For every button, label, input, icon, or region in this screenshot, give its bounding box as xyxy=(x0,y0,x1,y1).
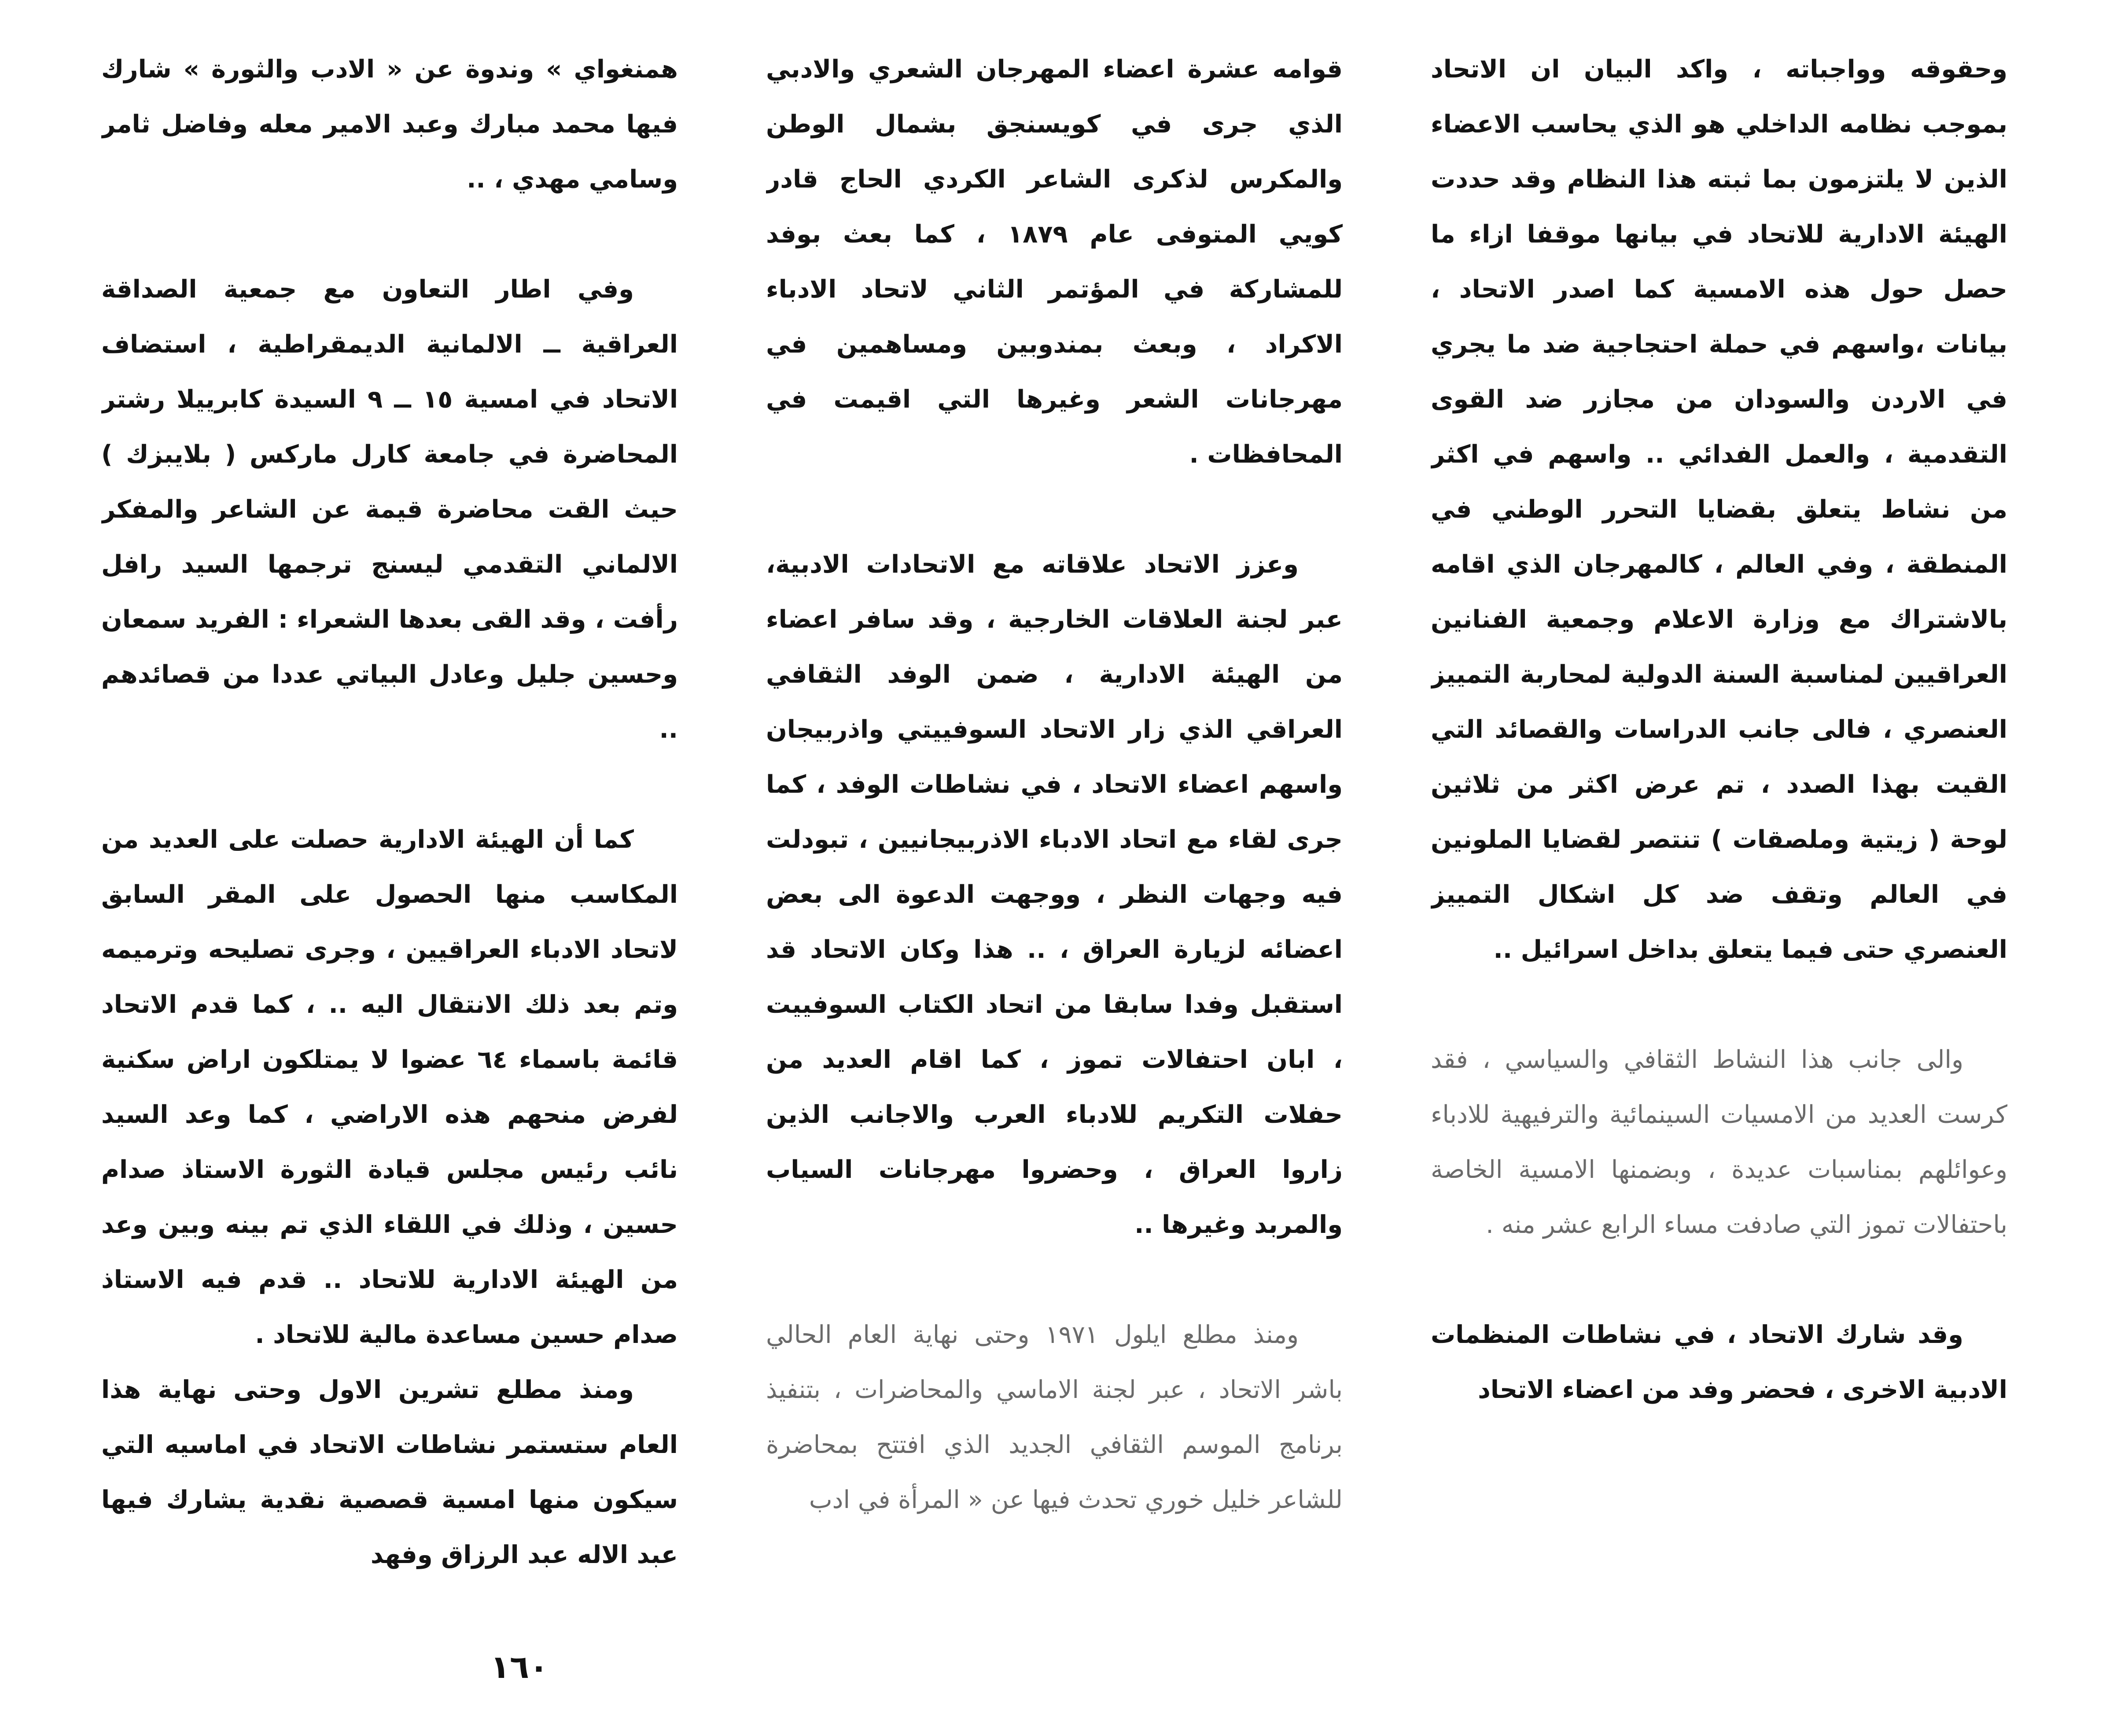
paragraph: همنغواي » وندوة عن « الادب والثورة » شارك فيها محمد مبارك وعبد الامير معله وفاضل ثامر وسامي مهدي ، .. xyxy=(101,55,678,194)
paragraph: ومنذ مطلع ايلول ١٩٧١ وحتى نهاية العام الحالي باشر الاتحاد ، عبر لجنة الاماسي والمحاضرات ، بتنفيذ برنامج الموسم الثقافي الجديد الذي افتتح بمحاضرة للشاعر خليل خوري تحدث فيها عن « المرأة في ادب xyxy=(766,1320,1343,1514)
paragraph: كما أن الهيئة الادارية حصلت على العديد من المكاسب منها الحصول على المقر السابق لاتحاد الادباء العراقيين ، وجرى تصليحه وترميمه وتم بعد ذلك الانتقال اليه .. ، كما قدم الاتحاد قائمة باسماء ٦٤ عضوا لا يمتلكون اراض سكنية لفرض منحهم هذه الاراضي ، كما وعد السيد نائب رئيس مجلس قيادة الثورة الاستاذ صدام حسين ، وذلك في اللقاء الذي تم بينه وبين وعد من الهيئة الادارية للاتحاد .. قدم فيه الاستاذ صدام حسين مساعدة مالية للاتحاد . xyxy=(101,825,678,1349)
column-middle xyxy=(766,42,1343,1618)
page-number: ١٦٠ xyxy=(490,1648,549,1685)
paragraph: ومنذ مطلع تشرين الاول وحتى نهاية هذا العام ستستمر نشاطات الاتحاد في اماسيه التي سيكون منها امسية قصصية نقدية يشارك فيها عبد الاله عبد الرزاق وفهد xyxy=(101,1376,678,1569)
paragraph: قوامه عشرة اعضاء المهرجان الشعري والادبي الذي جرى في كويسنجق بشمال الوطن والمكرس لذكرى الشاعر الكردي الحاج قادر كويي المتوفى عام ١٨٧٩ ، كما بعث بوفد للمشاركة في المؤتمر الثاني لاتحاد الادباء الاكراد ، وبعث بمندوبين ومساهمين في مهرجانات الشعر وغيرها التي اقيمت في المحافظات . xyxy=(766,55,1343,469)
paragraph: والى جانب هذا النشاط الثقافي والسياسي ، فقد كرست العديد من الامسيات السينمائية والترفيهية للادباء وعوائلهم بمناسبات عديدة ، وبضمنها الامسية الخاصة باحتفالات تموز التي صادفت مساء الرابع عشر منه . xyxy=(1431,1045,2007,1239)
paragraph: وفي اطار التعاون مع جمعية الصداقة العراقية ــ الالمانية الديمقراطية ، استضاف الاتحاد في امسية ١٥ ــ ٩ السيدة كابرييلا رشتر المحاضرة في جامعة كارل ماركس ( بلايبزك ) حيث القت محاضرة قيمة عن الشاعر والمفكر الالماني التقدمي ليسنج ترجمها السيد رافل رأفت ، وقد القى بعدها الشعراء : الفريد سمعان وحسين جليل وعادل البياتي عددا من قصائدهم .. xyxy=(101,275,678,744)
paragraph: وقد شارك الاتحاد ، في نشاطات المنظمات الادبية الاخرى ، فحضر وفد من اعضاء الاتحاد xyxy=(1431,1320,2007,1404)
column-right xyxy=(1431,42,2007,1618)
text-columns xyxy=(101,42,2007,1618)
paragraph: وحقوقه وواجباته ، واكد البيان ان الاتحاد بموجب نظامه الداخلي هو الذي يحاسب الاعضاء الذين لا يلتزمون بما ثبته هذا النظام وقد حددت الهيئة الادارية للاتحاد في بيانها موقفا ازاء ما حصل حول هذه الامسية كما اصدر الاتحاد ، بيانات ،واسهم في حملة احتجاجية ضد ما يجري في الاردن والسودان من مجازر ضد القوى التقدمية ، والعمل الفدائي .. واسهم في اكثر من نشاط يتعلق بقضايا التحرر الوطني في المنطقة ، وفي العالم ، كالمهرجان الذي اقامه بالاشتراك مع وزارة الاعلام وجمعية الفنانين العراقيين لمناسبة السنة الدولية لمحاربة التمييز العنصري ، فالى جانب الدراسات والقصائد التي القيت بهذا الصدد ، تم عرض اكثر من ثلاثين لوحة ( زيتية وملصقات ) تنتصر لقضايا الملونين في العالم وتقف ضد كل اشكال التمييز العنصري حتى فيما يتعلق بداخل اسرائيل .. xyxy=(1431,55,2007,964)
paragraph: وعزز الاتحاد علاقاته مع الاتحادات الادبية، عبر لجنة العلاقات الخارجية ، وقد سافر اعضاء من الهيئة الادارية ، ضمن الوفد الثقافي العراقي الذي زار الاتحاد السوفييتي واذربيجان واسهم اعضاء الاتحاد ، في نشاطات الوفد ، كما جرى لقاء مع اتحاد الادباء الاذربيجانيين ، تبودلت فيه وجهات النظر ، ووجهت الدعوة الى بعض اعضائه لزيارة العراق ، .. هذا وكان الاتحاد قد استقبل وفدا سابقا من اتحاد الكتاب السوفييت ، ابان احتفالات تموز ، كما اقام العديد من حفلات التكريم للادباء العرب والاجانب الذين زاروا العراق ، وحضروا مهرجانات السياب والمربد وغيرها .. xyxy=(766,550,1343,1239)
column-left xyxy=(101,42,678,1618)
